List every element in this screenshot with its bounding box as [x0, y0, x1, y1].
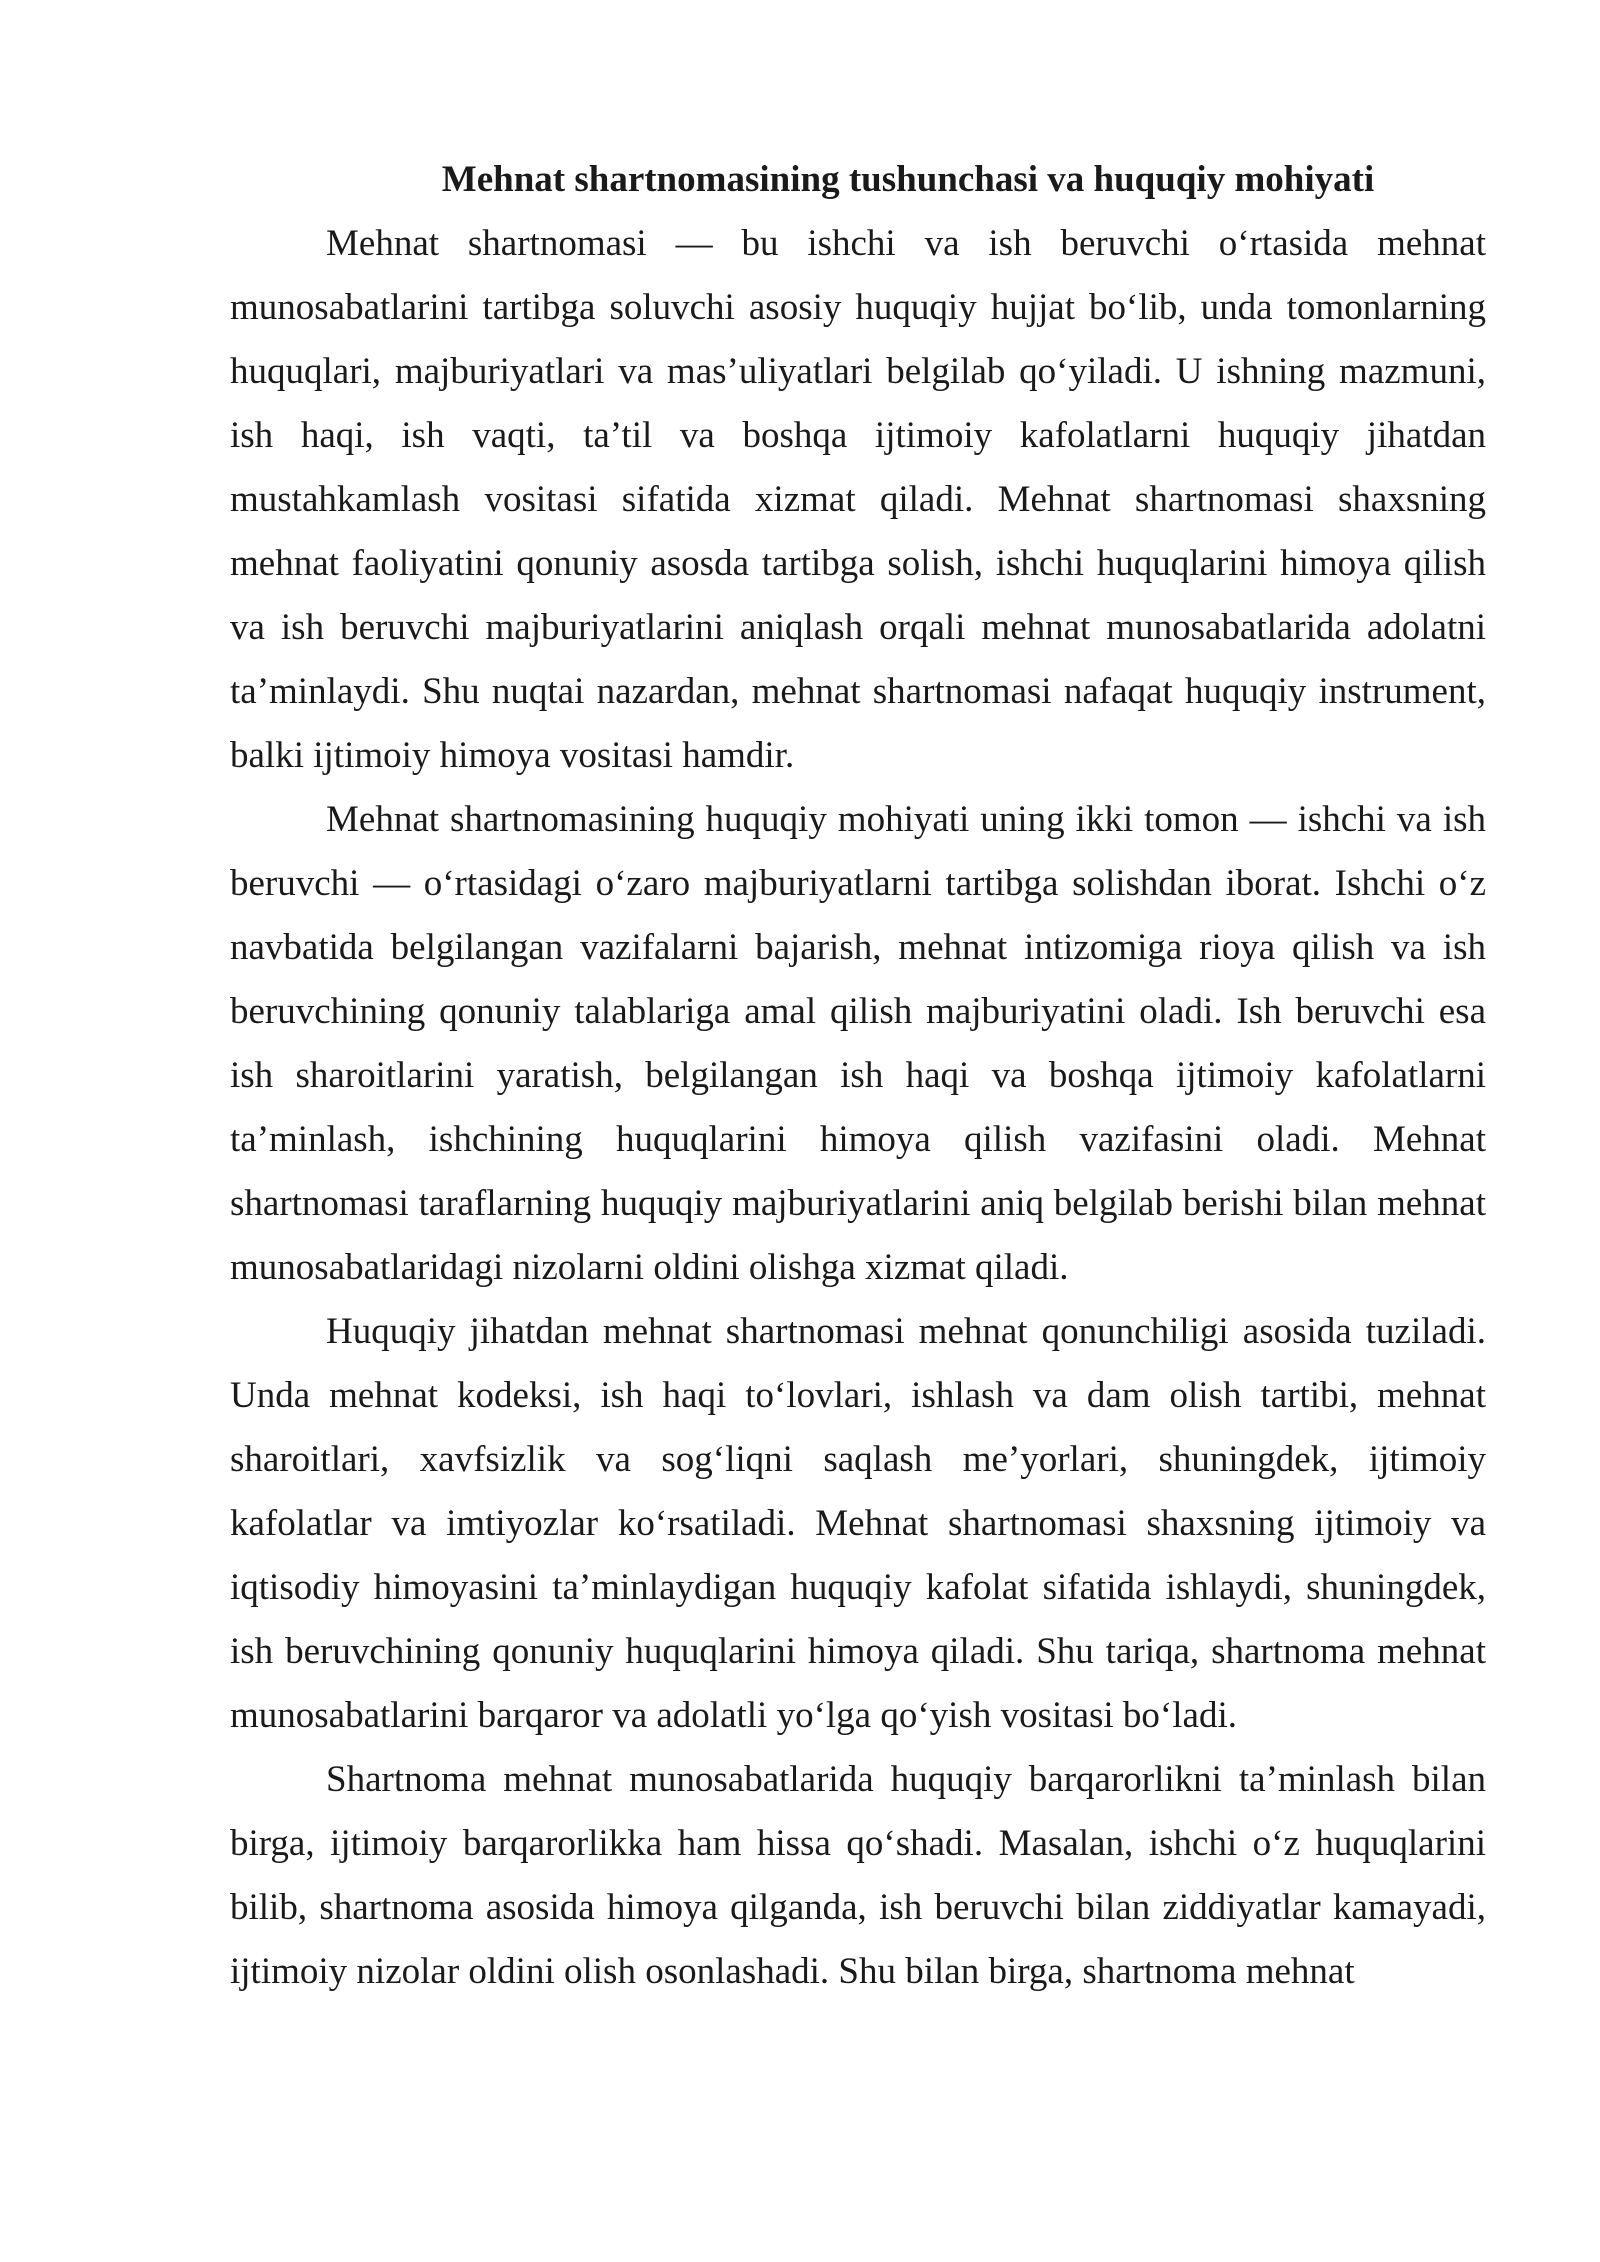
paragraph-2: Mehnat shartnomasining huquqiy mohiyati uning ikki tomon — ishchi va ish beruvchi — o‘rtasidagi o‘zaro majburiyatlarni tartibga solishdan iborat. Ishchi o‘z navbatida belgilangan vazifalarni bajarish, mehnat intizomiga rioya qilish va ish beruvchining qonuniy talablariga amal qilish majburiyatini oladi. Ish beruvchi esa ish sharoitlarini yaratish, belgilangan ish haqi va boshqa ijtimoiy kafolatlarni ta’minlash, ishchining huquqlarini himoya qilish vazifasini oladi. Mehnat shartnomasi taraflarning huquqiy majburiyatlarini aniq belgilab berishi bilan mehnat munosabatlaridagi nizolarni oldini olishga xizmat qiladi.: [230, 799, 1486, 1288]
paragraph-3: Huquqiy jihatdan mehnat shartnomasi mehnat qonunchiligi asosida tuziladi. Unda mehnat kodeksi, ish haqi to‘lovlari, ishlash va dam olish tartibi, mehnat sharoitlari, xavfsizlik va sog‘liqni saqlash me’yorlari, shuningdek, ijtimoiy kafolatlar va imtiyozlar ko‘rsatiladi. Mehnat shartnomasi shaxsning ijtimoiy va iqtisodiy himoyasini ta’minlaydigan huquqiy kafolat sifatida ishlaydi, shuningdek, ish beruvchining qonuniy huquqlarini himoya qiladi. Shu tariqa, shartnoma mehnat munosabatlarini barqaror va adolatli yo‘lga qo‘yish vositasi bo‘ladi.: [230, 1311, 1486, 1736]
paragraph-1: Mehnat shartnomasi — bu ishchi va ish beruvchi o‘rtasida mehnat munosabatlarini tartibga soluvchi asosiy huquqiy hujjat bo‘lib, unda tomonlarning huquqlari, majburiyatlari va mas’uliyatlari belgilab qo‘yiladi. U ishning mazmuni, ish haqi, ish vaqti, ta’til va boshqa ijtimoiy kafolatlarni huquqiy jihatdan mustahkamlash vositasi sifatida xizmat qiladi. Mehnat shartnomasi shaxsning mehnat faoliyatini qonuniy asosda tartibga solish, ishchi huquqlarini himoya qilish va ish beruvchi majburiyatlarini aniqlash orqali mehnat munosabatlarida adolatni ta’minlaydi. Shu nuqtai nazardan, mehnat shartnomasi nafaqat huquqiy instrument, balki ijtimoiy himoya vositasi hamdir.: [230, 223, 1486, 776]
document-title: Mehnat shartnomasining tushunchasi va huquqiy mohiyati: [441, 159, 1375, 200]
document-body: [230, 148, 1486, 2004]
paragraph-4: Shartnoma mehnat munosabatlarida huquqiy barqarorlikni ta’minlash bilan birga, ijtimoiy barqarorlikka ham hissa qo‘shadi. Masalan, ishchi o‘z huquqlarini bilib, shartnoma asosida himoya qilganda, ish beruvchi bilan ziddiyatlar kamayadi, ijtimoiy nizolar oldini olish osonlashadi. Shu bilan birga, shartnoma mehnat: [230, 1759, 1486, 1992]
